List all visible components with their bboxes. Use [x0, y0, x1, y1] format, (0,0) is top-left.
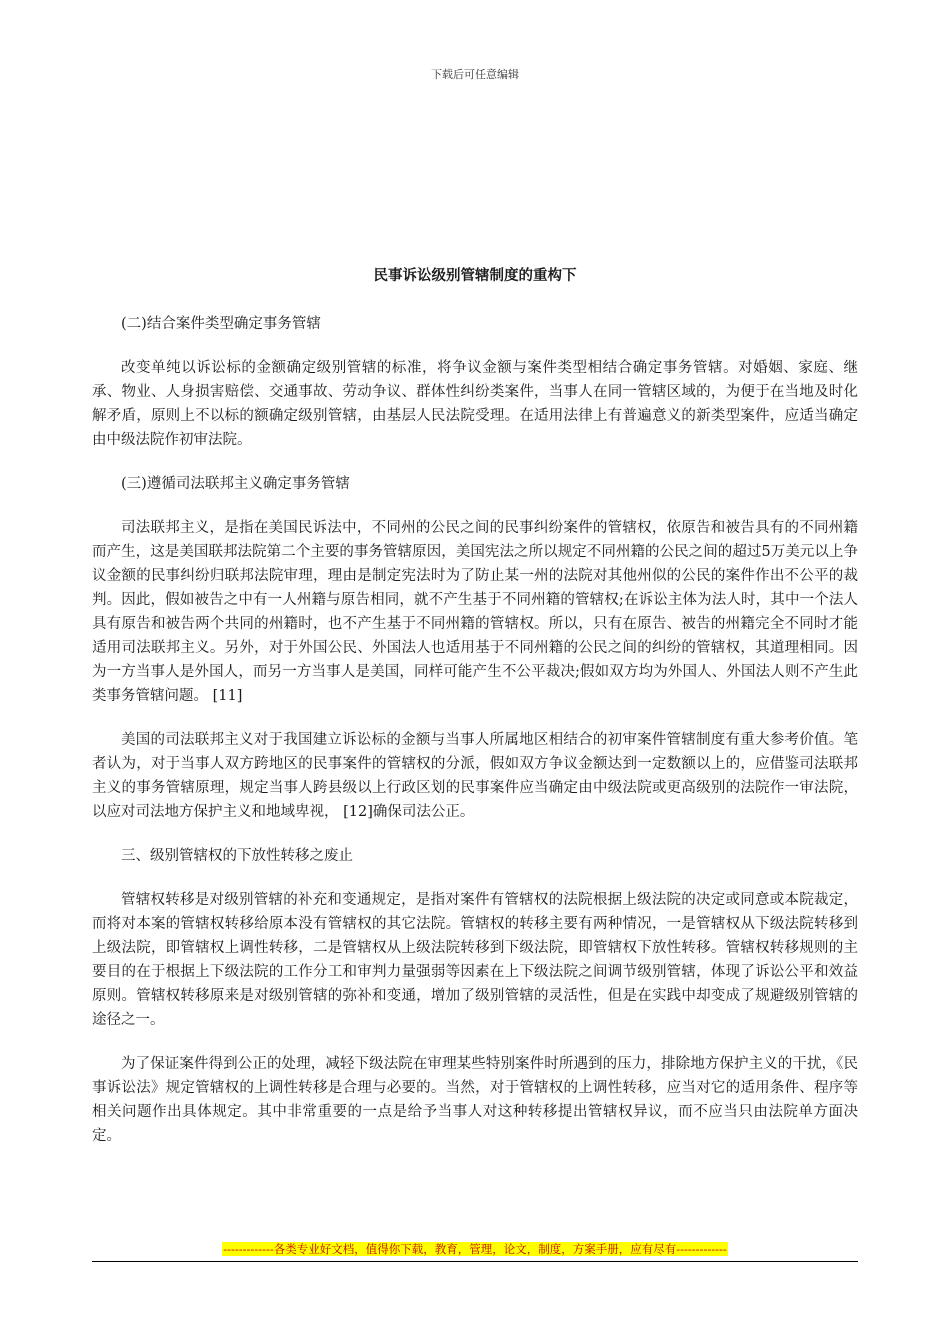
paragraph-upward-transfer: 为了保证案件得到公正的处理，减轻下级法院在审理某些特别案件时所遇到的压力，排除地方保护主义的干扰，《民事诉讼法》规定管辖权的上调性转移是合理与必要的。当然，对于管辖权的上调性转移，应当对它的适用条件、程序等相关问题作出具体规定。其中非常重要的一点是给予当事人对这种转移提出管辖权异议，而不应当只由法院单方面决定。: [92, 1056, 858, 1144]
page-header-note: 下载后可任意编辑: [431, 68, 519, 81]
section-heading-transfer: 三、级别管辖权的下放性转移之废止: [121, 848, 353, 864]
paragraph-reference-value: 美国的司法联邦主义对于我国建立诉讼标的金额与当事人所属地区相结合的初审案件管辖制度有重大参考价值。笔者认为，对于当事人双方跨地区的民事案件的管辖权的分派，假如双方争议金额达到一定数额以上的，应借鉴司法联邦主义的事务管辖原理，规定当事人跨县级以上行政区划的民事案件应当确定由中级法院或更高级别的法院作一审法院，以应对司法地方保护主义和地域卑视， [12]确保司法公正。: [92, 732, 858, 820]
paragraph-transfer-definition: 管辖权转移是对级别管辖的补充和变通规定，是指对案件有管辖权的法院根据上级法院的决定或同意或本院裁定，而将对本案的管辖权转移给原本没有管辖权的其它法院。管辖权的转移主要有两种情况，一是管辖权从下级法院转移到上级法院，即管辖权上调性转移，二是管辖权从上级法院转移到下级法院，即管辖权下放性转移。管辖权转移规则的主要目的在于根据上下级法院的工作分工和审判力量强弱等因素在上下级法院之间调节级别管辖，体现了诉讼公平和效益原则。管辖权转移原来是对级别管辖的弥补和变通，增加了级别管辖的灵活性，但是在实践中却变成了规避级别管辖的途径之一。: [92, 892, 858, 1028]
document-title: 民事诉讼级别管辖制度的重构下: [373, 268, 577, 284]
paragraph-case-type: 改变单纯以诉讼标的金额确定级别管辖的标准，将争议金额与案件类型相结合确定事务管辖。对婚姻、家庭、继承、物业、人身损害赔偿、交通事故、劳动争议、群体性纠纷类案件，当事人在同一管辖区域的，为便于在当地及时化解矛盾，原则上不以标的额确定级别管辖，由基层人民法院受理。在适用法律上有普遍意义的新类型案件，应适当确定由中级法院作初审法院。: [92, 360, 858, 448]
section-heading-2: (二)结合案件类型确定事务管辖: [121, 316, 321, 332]
footer-banner: [0, 1241, 950, 1257]
paragraph-federalism: 司法联邦主义，是指在美国民诉法中，不同州的公民之间的民事纠纷案件的管辖权，依原告和被告具有的不同州籍而产生，这是美国联邦法院第二个主要的事务管辖原因，美国宪法之所以规定不同州籍的公民之间的超过5万美元以上争议金额的民事纠纷归联邦法院审理，理由是制定宪法时为了防止某一州的法院对其他州似的公民的案件作出不公平的裁判。因此，假如被告之中有一人州籍与原告相同，就不产生基于不同州籍的管辖权;在诉讼主体为法人时，其中一个法人具有原告和被告两个共同的州籍时，也不产生基于不同州籍的管辖权。所以，只有在原告、被告的州籍完全不同时才能适用司法联邦主义。另外，对于外国公民、外国法人也适用基于不同州籍的公民之间的纠纷的管辖权，其道理相同。因为一方当事人是外国人，而另一方当事人是美国，同样可能产生不公平裁决;假如双方均为外国人、外国法人则不产生此类事务管辖问题。 [11]: [92, 520, 858, 704]
footer-divider: [92, 1261, 858, 1262]
document-body: [92, 312, 858, 1168]
section-heading-3: (三)遵循司法联邦主义确定事务管辖: [121, 476, 350, 492]
footer-banner-text: -------------各类专业好文档，值得你下载，教育，管理，论文，制度，方案手册，应有尽有-------------: [223, 1242, 727, 1256]
